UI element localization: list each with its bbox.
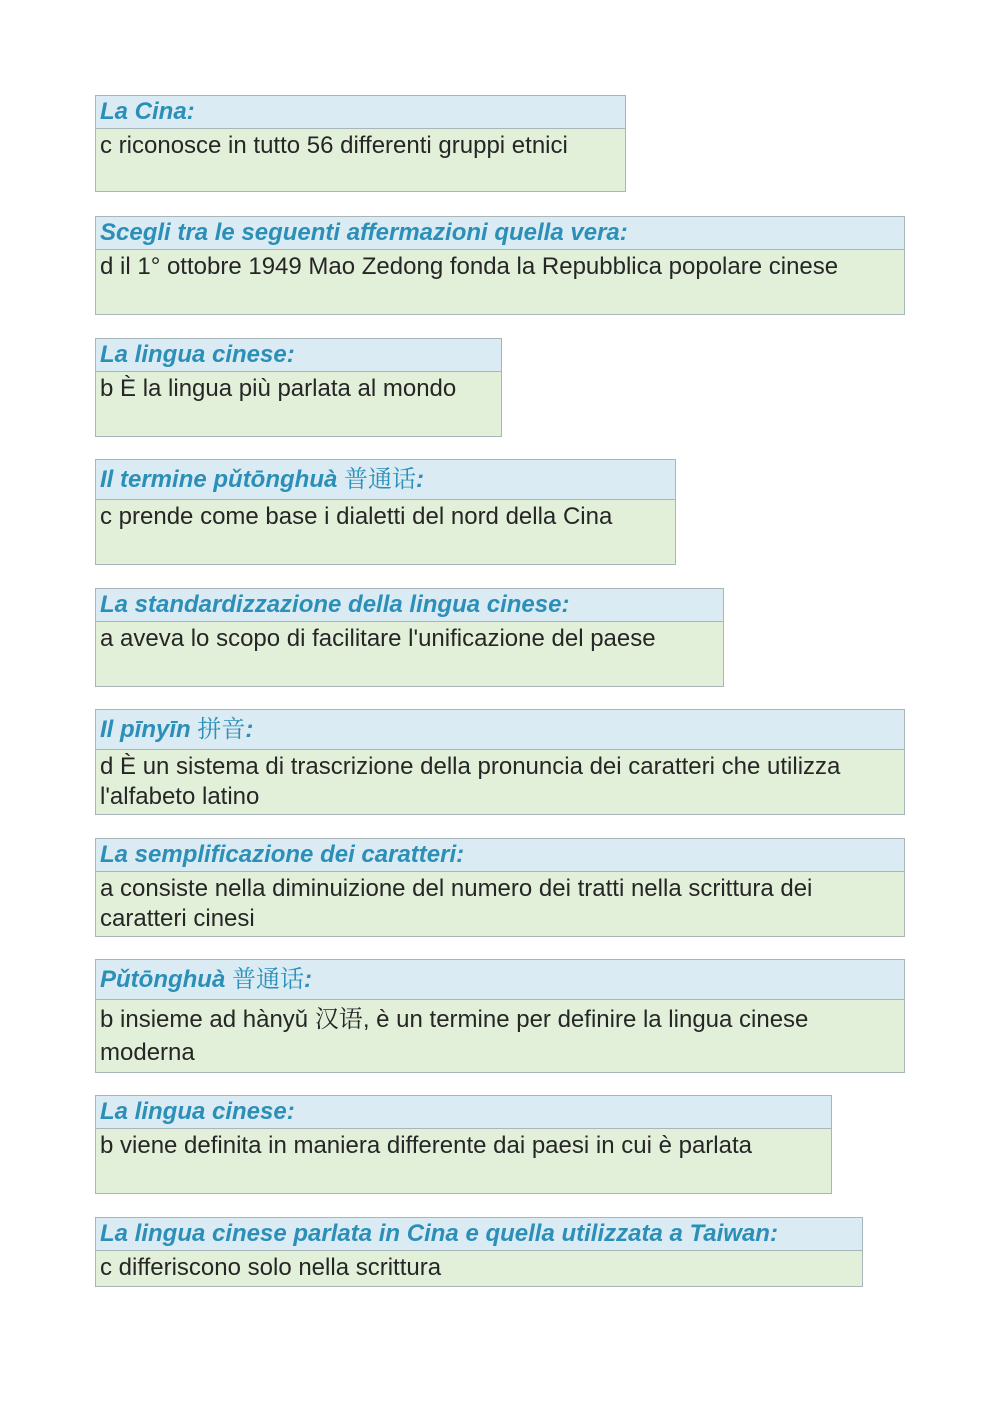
question-text: La lingua cinese parlata in Cina e quella utilizzata a Taiwan: <box>96 1218 862 1251</box>
answer-latin: b insieme ad hànyǔ <box>100 1006 315 1033</box>
answer-text: b È la lingua più parlata al mondo <box>96 372 501 436</box>
answer-text: d È un sistema di trascrizione della pronuncia dei caratteri che utilizza l'alfabeto latino <box>96 750 904 814</box>
answer-text: a aveva lo scopo di facilitare l'unificazione del paese <box>96 622 723 686</box>
question-text: La Cina: <box>96 96 625 129</box>
answer-text: c riconosce in tutto 56 differenti gruppi etnici <box>96 129 625 191</box>
quiz-card <box>95 838 905 937</box>
quiz-card <box>95 1095 832 1194</box>
question-colon: : <box>416 466 424 493</box>
question-hanzi: 拼音 <box>197 715 246 743</box>
question-colon: : <box>303 966 312 993</box>
question-text: La semplificazione dei caratteri: <box>96 839 904 872</box>
answer-text: c differiscono solo nella scrittura <box>96 1251 862 1286</box>
question-latin: Pǔtōnghuà <box>100 966 232 993</box>
question-colon: : <box>245 716 254 743</box>
answer-text: b viene definita in maniera differente dai paesi in cui è parlata <box>96 1129 831 1193</box>
question-text: La lingua cinese: <box>96 1096 831 1129</box>
question-text: La lingua cinese: <box>96 339 501 372</box>
question-text: Scegli tra le seguenti affermazioni quella vera: <box>96 217 904 250</box>
quiz-card <box>95 1217 863 1287</box>
question-text: La standardizzazione della lingua cinese: <box>96 589 723 622</box>
quiz-card <box>95 588 724 687</box>
quiz-card <box>95 338 502 437</box>
question-latin: Il pīnyīn <box>100 716 198 743</box>
answer-text <box>96 1000 904 1072</box>
answer-text: d il 1° ottobre 1949 Mao Zedong fonda la Repubblica popolare cinese <box>96 250 904 314</box>
answer-text: c prende come base i dialetti del nord della Cina <box>96 500 675 564</box>
question-text <box>96 960 904 1000</box>
quiz-card <box>95 95 626 192</box>
quiz-card <box>95 959 905 1073</box>
quiz-card <box>95 459 676 565</box>
answer-hanzi: 汉语 <box>314 1005 363 1033</box>
answer-rest: , è un termine per definire la lingua cinese moderna <box>100 1006 809 1066</box>
question-latin: Il termine pǔtōnghuà <box>100 466 344 493</box>
question-hanzi: 普通话 <box>344 465 416 493</box>
question-hanzi: 普通话 <box>231 965 304 993</box>
question-text <box>96 710 904 750</box>
quiz-card <box>95 709 905 815</box>
question-text <box>96 460 675 500</box>
quiz-card <box>95 216 905 315</box>
answer-text: a consiste nella diminuizione del numero dei tratti nella scrittura dei caratteri cinesi <box>96 872 904 936</box>
